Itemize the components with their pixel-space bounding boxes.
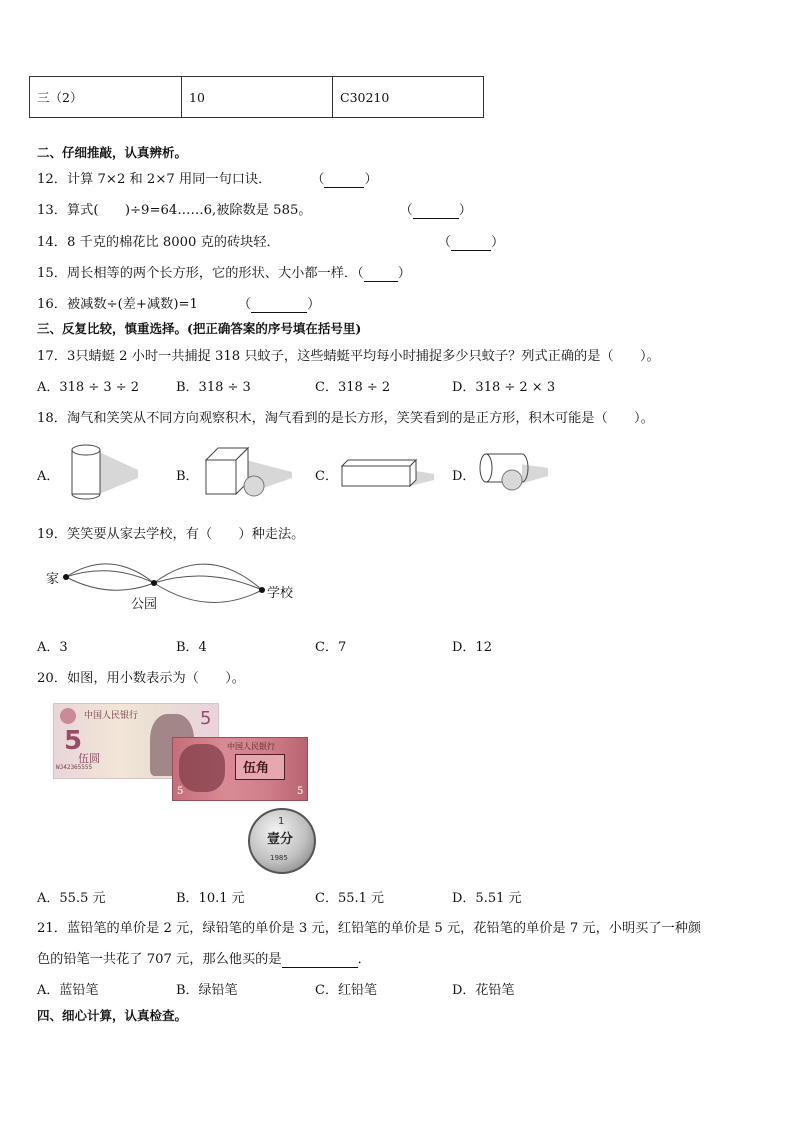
question-13 [37,199,472,219]
option-b[interactable]: B．10.1 元 [176,891,245,906]
section-4-heading: 四、细心计算，认真检查。 [37,1008,188,1023]
section-3-heading: 三、反复比较，慎重选择。(把正确答案的序号填在括号里) [37,321,362,336]
option-c[interactable]: C．红铅笔 [315,983,377,998]
coin-numeral: 1 [278,816,285,827]
option-b[interactable]: B．4 [176,640,207,655]
option-a[interactable]: A．318 ÷ 3 ÷ 2 [37,380,140,395]
option-c[interactable]: C．7 [315,640,347,655]
answer-blank-16[interactable] [251,297,307,313]
option-b[interactable]: B． [176,469,199,484]
cube-sphere-figure [204,446,296,500]
score-table [29,76,484,118]
option-a[interactable]: A．蓝铅笔 [37,983,99,998]
paren-close: ） [458,203,472,218]
emblem-icon [60,708,76,724]
banknote-value: 伍角 [243,761,270,776]
question-20-text: 20．如图，用小数表示为（ ）。 [37,671,245,686]
option-d[interactable]: D．318 ÷ 2 × 3 [452,380,556,395]
paren-open: （ [399,203,413,218]
banknote-header: 中国人民银行 [84,711,139,721]
answer-blank-14[interactable] [451,235,491,251]
paren-close: ） [490,235,505,250]
coin-year: 1985 [270,854,288,862]
option-c[interactable]: C． [315,469,338,484]
coin-value: 壹分 [267,832,294,847]
five-jiao-banknote [172,737,308,801]
home-point [63,574,69,580]
paren-open: （ [237,297,252,312]
banknote-numeral: 5 [64,726,83,756]
home-label: 家 [46,572,60,587]
paren-open: （ [311,172,325,187]
question-21-text: 色的铅笔一共花了 707 元，那么他买的是 [37,952,282,967]
cylinder-figure [66,442,146,500]
banknote-value: 伍圆 [78,752,100,765]
answer-blank-15[interactable] [364,266,398,282]
option-a[interactable]: A．3 [37,640,68,655]
table-cell: 三（2） [30,77,182,118]
answer-blank-12[interactable] [324,172,364,188]
option-d[interactable]: D． [452,469,476,484]
answer-blank-21[interactable] [282,952,358,968]
section-2-heading: 二、仔细推敲，认真辨析。 [37,145,188,160]
question-12-text: 12．计算 7×2 和 2×7 用同一句口诀． [37,172,272,187]
option-b[interactable]: B．318 ÷ 3 [176,380,251,395]
table-row [30,77,484,118]
option-d[interactable]: D．12 [452,640,492,655]
question-12 [37,168,378,188]
option-c[interactable]: C．318 ÷ 2 [315,380,391,395]
answer-blank-13[interactable] [413,203,459,219]
one-fen-coin [248,808,316,874]
option-b[interactable]: B．绿铅笔 [176,983,238,998]
school-label: 学校 [267,586,294,601]
paren-open: （ [437,235,451,250]
paren-close: ） [397,266,411,281]
question-16-text: 16．被减数÷(差+减数)=1 [37,297,198,312]
portrait-image [179,744,225,792]
question-15-text: 15．周长相等的两个长方形，它的形状、大小都一样．（ [37,266,364,281]
question-16 [37,293,320,313]
question-15 [37,262,411,282]
paren-close: ） [307,297,321,312]
banknote-numeral: 5 [177,786,184,797]
banknote-corner-numeral: 5 [297,786,304,797]
paren-close: ） [364,172,378,187]
question-13-text: 13．算式( )÷9=64……6,被除数是 585。 [37,203,312,218]
option-d[interactable]: D．5.51 元 [452,891,522,906]
banknote-header: 中国人民银行 [227,742,275,751]
question-21-line2: 色的铅笔一共花了 707 元，那么他买的是 ． [37,952,371,967]
question-14 [37,231,504,251]
school-point [259,587,265,593]
option-d[interactable]: D．花铅笔 [452,983,515,998]
cuboid-figure [340,458,436,490]
question-17-text: 17．3只蜻蜓 2 小时一共捕捉 318 只蚊子，这些蜻蜓平均每小时捕捉多少只蚊子？列式正确的是（ ）。 [37,349,660,364]
park-point [151,580,157,586]
question-14-text: 14．8 千克的棉花比 8000 克的砖块轻． [37,235,280,250]
option-a[interactable]: A．55.5 元 [37,891,106,906]
question-21-line1: 21．蓝铅笔的单价是 2 元，绿铅笔的单价是 3 元，红铅笔的单价是 5 元，花铅笔的单价是 7 元，小明买了一种颜 [37,921,702,936]
question-19-text: 19．笑笑要从家去学校，有（ ）种走法。 [37,527,305,542]
table-cell: 10 [182,77,333,118]
lying-cylinder-figure [478,450,550,494]
park-label: 公园 [131,597,158,612]
banknote-corner-numeral: 5 [200,708,212,729]
option-c[interactable]: C．55.1 元 [315,891,385,906]
option-a[interactable]: A． [37,469,60,484]
table-cell: C30210 [333,77,484,118]
question-18-text: 18．淘气和笑笑从不同方向观察积木，淘气看到的是长方形，笑笑看到的是正方形，积木可能是（ ）。 [37,411,654,426]
banknote-serial: WJ42365555 [56,764,93,771]
